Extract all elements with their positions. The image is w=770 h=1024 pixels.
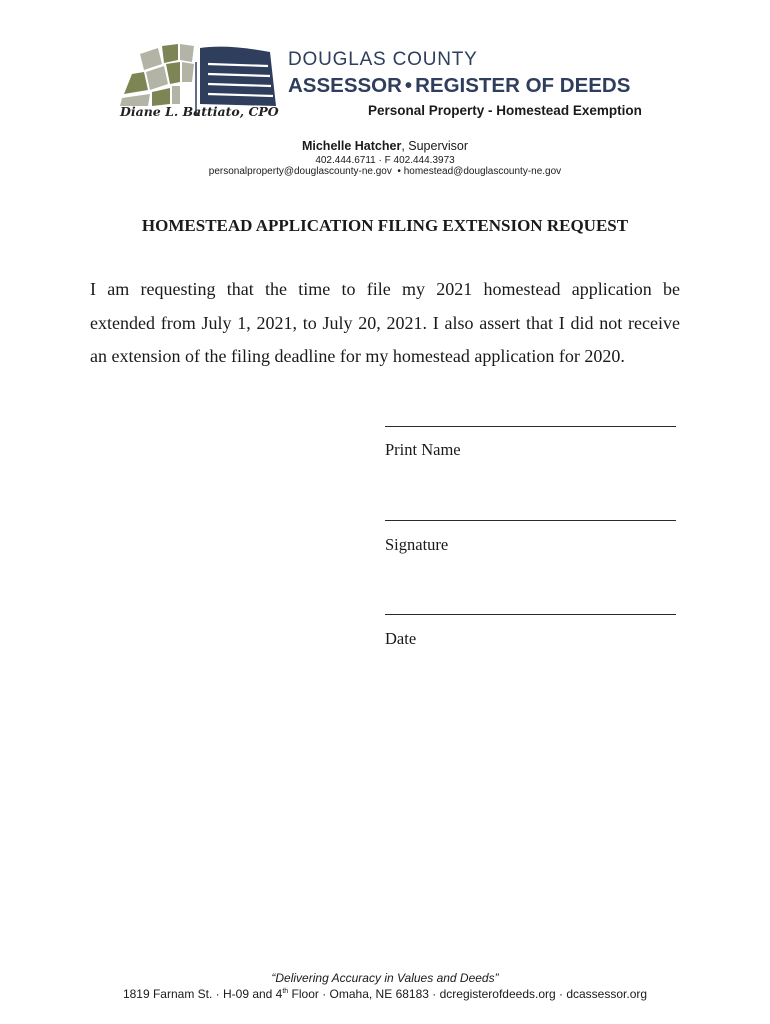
division-name: Personal Property - Homestead Exemption xyxy=(368,103,642,118)
print-name-line[interactable] xyxy=(385,426,676,427)
land-parcels-icon xyxy=(120,44,194,106)
assessor-name: Diane L. Battiato, CPO xyxy=(120,104,279,119)
email-homestead: homestead@douglascounty-ne.gov xyxy=(403,166,562,177)
footer-address-part2: Floor · Omaha, NE 68183 · dcregisterofdeeds.org · dcassessor.org xyxy=(288,987,648,1001)
body-line-3: an extension of the filing deadline for my homestead application for 2020. xyxy=(90,346,625,366)
body-line-1: I am requesting that the time to file my 2021 homestead application be xyxy=(90,279,680,299)
supervisor-line xyxy=(0,139,770,153)
email-line xyxy=(0,166,770,177)
office-name-separator: • xyxy=(404,74,413,97)
date-label: Date xyxy=(385,629,417,648)
deed-document-icon xyxy=(200,47,276,106)
county-name: DOUGLAS COUNTY xyxy=(288,49,478,70)
office-name-register: REGISTER OF DEEDS xyxy=(415,74,631,97)
document-title: HOMESTEAD APPLICATION FILING EXTENSION REQUEST xyxy=(141,216,629,235)
supervisor-name: Michelle Hatcher xyxy=(301,139,402,153)
date-line[interactable] xyxy=(385,614,676,615)
supervisor-title: , Supervisor xyxy=(401,139,469,153)
body-line-2: extended from July 1, 2021, to July 20, 2021. I also assert that I did not receive xyxy=(90,313,680,333)
footer-address xyxy=(0,987,770,1001)
phone-line: 402.444.6711 · F 402.444.3973 xyxy=(315,155,455,166)
email-separator: • xyxy=(397,166,401,177)
print-name-label: Print Name xyxy=(385,440,461,459)
office-name xyxy=(288,74,630,98)
footer-address-sup: th xyxy=(282,988,289,995)
footer-address-part1: 1819 Farnam St. · H-09 and 4 xyxy=(122,987,283,1001)
signature-line[interactable] xyxy=(385,520,676,521)
signature-label: Signature xyxy=(385,535,449,554)
footer-motto: “Delivering Accuracy in Values and Deeds” xyxy=(271,971,499,985)
office-name-assessor: ASSESSOR xyxy=(288,74,402,97)
email-personal-property: personalproperty@douglascounty-ne.gov xyxy=(208,166,392,177)
